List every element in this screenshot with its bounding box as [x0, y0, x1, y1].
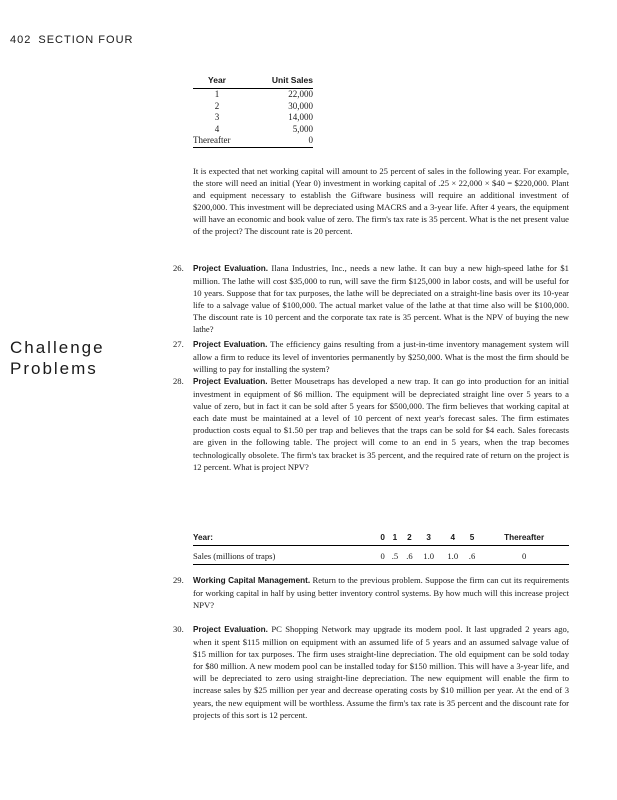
problem-28 — [173, 375, 569, 473]
table-row — [193, 112, 313, 124]
sales-value: .6 — [402, 546, 416, 565]
problem-number: 26. — [173, 263, 184, 273]
unit-table-year: Thereafter — [193, 135, 241, 147]
problem-number: 27. — [173, 339, 184, 349]
sales-table-header: Year: — [193, 532, 378, 546]
table-row — [193, 124, 313, 136]
sales-table-header: 3 — [417, 532, 441, 546]
unit-table-header-year: Year — [193, 74, 241, 89]
problem-30 — [173, 623, 569, 721]
unit-table-year: 3 — [214, 112, 220, 123]
problem-title: Project Evaluation. — [193, 625, 268, 634]
sales-value: 1.0 — [417, 546, 441, 565]
challenge-heading-line1: Challenge — [10, 338, 105, 357]
page-header — [10, 34, 133, 46]
challenge-heading-line2: Problems — [10, 359, 98, 378]
problem-26 — [173, 262, 569, 336]
problem-number: 30. — [173, 624, 184, 634]
sales-table-header: 2 — [402, 532, 416, 546]
unit-table-year: 1 — [214, 89, 220, 99]
problem-title: Project Evaluation. — [193, 264, 268, 273]
problem-number: 28. — [173, 376, 184, 386]
problem-title: Project Evaluation. — [193, 377, 268, 386]
page-number: 402 — [10, 34, 32, 46]
problem-text: The efficiency gains resulting from a just-in-time inventory management system will allow a firm to reduce its level of inventories permanently by $250,000. What is the most the firm should be willing to pay for installing the system? — [193, 339, 569, 375]
table-row — [193, 135, 313, 147]
problem-body — [193, 375, 569, 473]
sales-value: .6 — [465, 546, 479, 565]
unit-table-year: 2 — [214, 100, 220, 111]
problem-27 — [173, 338, 569, 375]
sales-table-header: 0 — [378, 532, 388, 546]
problem-text: Return to the previous problem. Suppose the firm can cut its requirements for working capital in half by using better inventory control systems. By how much will this increase project NPV? — [193, 575, 570, 611]
problem-text: PC Shopping Network may upgrade its modem pool. It last upgraded 2 years ago, when it spent $115 million on equipment with an assumed life of 5 years and an assumed salvage value of $15 million for tax purposes. The firm uses straight-line depreciation. The old equipment can be sold today for $80 million. A new modem pool can be installed today for $150 million. This will have a 3-year life, and will be depreciated to zero using straight-line depreciation. The new equipment will enable the firm to increase sales by $25 million per year and decrease operating costs by $10 million per year. At the end of 3 years, the new equipment will be worthless. Assume the firm's tax rate is 35 percent and the discount rate for projects of this sort is 12 percent. — [193, 624, 569, 720]
sales-table-header: Thereafter — [479, 532, 569, 546]
problem-body — [193, 338, 569, 375]
unit-table-sales: 22,000 — [288, 89, 313, 99]
problem-text: Ilana Industries, Inc., needs a new lathe. It can buy a new high-speed lathe for $1 million. The lathe will cost $35,000 to run, will save the firm $125,000 in labor costs, and will be useful for 10 years. Suppose that for tax purposes, the lathe will be depreciated on a straight-line basis over its 10-year life to a salvage value of $100,000. The actual market value of the lathe at that time also will be $100,000. The discount rate is 10 percent and the corporate tax rate is 35 percent. What is the NPV of buying the new lathe? — [193, 263, 569, 335]
sales-value: 0 — [479, 546, 569, 565]
problem-body — [193, 262, 569, 336]
problem-number: 29. — [173, 575, 184, 585]
unit-table-sales: 5,000 — [292, 123, 313, 134]
unit-sales-table — [193, 74, 313, 148]
unit-table-sales: 30,000 — [288, 100, 313, 111]
table-row — [193, 89, 313, 101]
unit-table-year: 4 — [214, 123, 220, 134]
unit-table-sales: 0 — [241, 135, 313, 147]
section-title: SECTION FOUR — [38, 34, 134, 46]
sales-row-label: Sales (millions of traps) — [193, 546, 378, 565]
challenge-problems-heading — [10, 337, 105, 379]
unit-table-header-sales: Unit Sales — [241, 74, 313, 89]
sales-value: 1.0 — [441, 546, 465, 565]
unit-table-sales: 14,000 — [288, 112, 313, 123]
problem-title: Working Capital Management. — [193, 576, 311, 585]
sales-value: .5 — [388, 546, 402, 565]
problem-text: Better Mousetraps has developed a new trap. It can go into production for an initial investment in equipment of $6 million. The equipment will be depreciated straight line over 5 years to a value of zero, but in fact it can be sold after 5 years for $500,000. The firm believes that working capital at each date must be maintained at a level of 10 percent of next year's forecast sales. The firm estimates production costs equal to $1.50 per trap and believes that the traps can be sold for $4 each. Sales forecasts are given in the following table. The project will come to an end in 5 years, when the trap becomes technologically obsolete. The firm's tax bracket is 35 percent, and the required rate of return on the project is 12 percent. What is project NPV? — [193, 376, 569, 472]
problem-body — [193, 574, 569, 611]
sales-table-header: 5 — [465, 532, 479, 546]
problem-29 — [173, 574, 569, 611]
problem-25-continued: It is expected that net working capital will amount to 25 percent of sales in the following year. For example, the store will need an initial (Year 0) investment in working capital of .25 × 22,000 × $40 = $220,000. Plant and equipment necessary to establish the Giftware business will require an additional investment of $200,000. This investment will be depreciated using MACRS and a 3-year life. After 4 years, the equipment will have an economic and book value of zero. The firm's tax rate is 35 percent. What is the net present value of the project? The discount rate is 20 percent. — [193, 166, 569, 237]
sales-table-header: 1 — [388, 532, 402, 546]
sales-table-header: 4 — [441, 532, 465, 546]
problem-title: Project Evaluation. — [193, 340, 268, 349]
table-row — [193, 101, 313, 113]
trap-sales-table — [193, 532, 569, 565]
sales-value: 0 — [378, 546, 388, 565]
table-row — [193, 546, 569, 565]
problem-body — [193, 623, 569, 721]
